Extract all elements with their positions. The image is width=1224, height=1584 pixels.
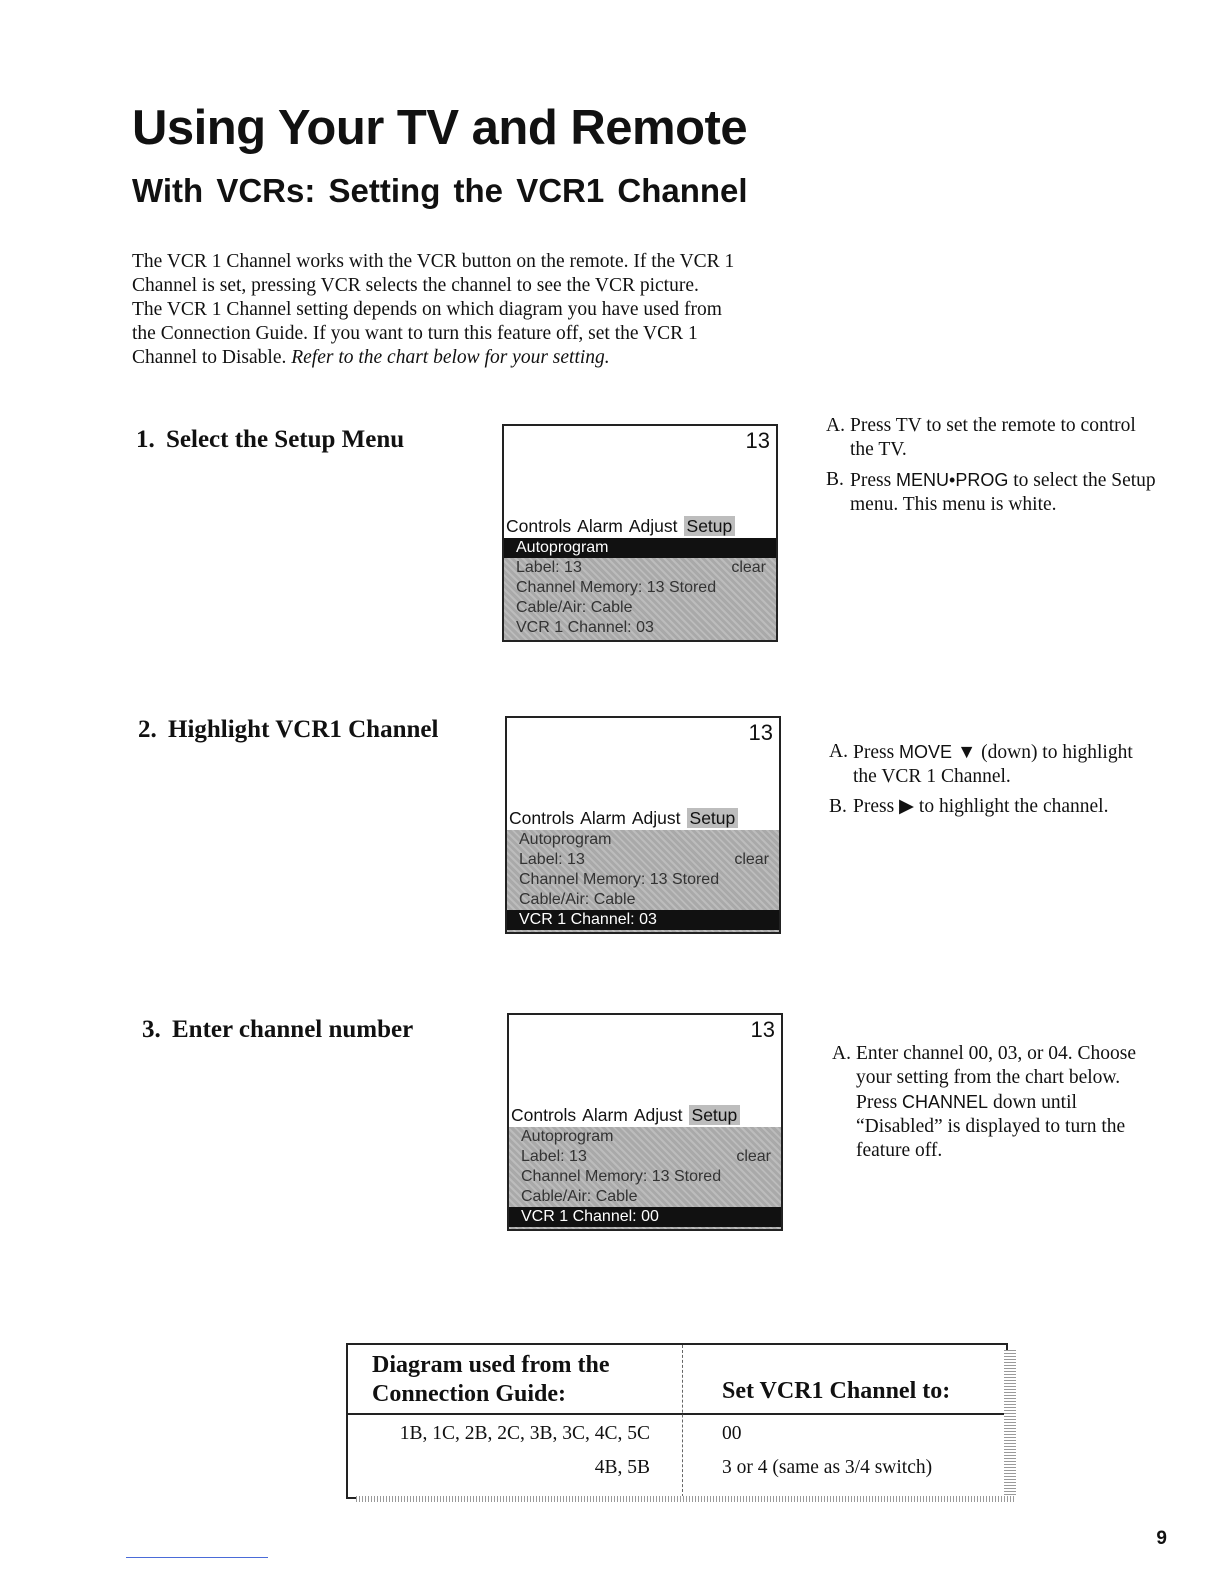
- step-1-heading: [136, 426, 404, 454]
- key-channel: CHANNEL: [902, 1092, 989, 1112]
- key-menu-prog: MENU•PROG: [896, 470, 1009, 490]
- setup-menu: [507, 830, 779, 932]
- menu-item-channel-memory: Channel Memory: 13 Stored: [516, 579, 717, 596]
- menu-item-label: Label: 13 clear: [521, 1148, 771, 1165]
- menu-bar: [511, 1105, 740, 1126]
- step-title: Enter channel number: [172, 1016, 414, 1043]
- tv-screen-step-2: [505, 716, 781, 934]
- menu-adjust: Adjust: [628, 516, 678, 536]
- table-cell-setting: 3 or 4 (same as 3/4 switch): [722, 1457, 933, 1478]
- table-divider: [348, 1413, 1006, 1415]
- step-title: Highlight VCR1 Channel: [168, 716, 439, 743]
- menu-item-vcr1-channel: VCR 1 Channel: 03: [516, 619, 654, 636]
- intro-line: Channel is set, pressing VCR selects the channel to see the VCR picture.: [132, 275, 699, 296]
- step-number: 3.: [142, 1016, 161, 1043]
- instruction-a: A. Press TV to set the remote to control the TV.: [826, 415, 1136, 460]
- menu-controls: Controls: [511, 1105, 577, 1125]
- instruction-a: A. Press MOVE ▼ (down) to highlight the VCR 1 Channel.: [829, 741, 1133, 787]
- tv-screen-step-1: [502, 424, 778, 642]
- channel-number: 13: [745, 428, 770, 453]
- step-title: Select the Setup Menu: [166, 426, 405, 453]
- channel-setting-table: [346, 1343, 1008, 1499]
- menu-item-autoprogram: Autoprogram: [504, 538, 776, 558]
- section-subtitle: With VCRs: Setting the VCR1 Channel: [132, 172, 748, 209]
- step-3-heading: [142, 1016, 413, 1044]
- menu-setup: Setup: [689, 1105, 741, 1125]
- menu-alarm: Alarm: [580, 808, 626, 828]
- tv-screen-step-3: [507, 1013, 783, 1231]
- intro-line: The VCR 1 Channel works with the VCR button on the remote. If the VCR 1: [132, 251, 735, 272]
- table-column-divider: [682, 1345, 683, 1497]
- channel-number: 13: [750, 1017, 775, 1042]
- step-number: 1.: [136, 426, 155, 453]
- setup-menu: [504, 538, 776, 640]
- menu-alarm: Alarm: [582, 1105, 628, 1125]
- instruction-b: B. Press MENU•PROG to select the Setup menu. This menu is white.: [826, 469, 1156, 515]
- menu-controls: Controls: [506, 516, 572, 536]
- table-shadow-bottom: [356, 1496, 1016, 1502]
- menu-bar: [509, 808, 738, 829]
- key-move: MOVE: [899, 742, 953, 762]
- menu-setup: Setup: [684, 516, 736, 536]
- page-number: 9: [1156, 1528, 1167, 1549]
- intro-last-italic: Refer to the chart below for your setting.: [291, 347, 610, 368]
- step-number: 2.: [138, 716, 157, 743]
- footer-rule: [126, 1557, 268, 1558]
- intro-line: the Connection Guide. If you want to turn this feature off, set the VCR 1: [132, 323, 698, 344]
- menu-item-vcr1-channel: VCR 1 Channel: 03: [507, 910, 779, 930]
- page-title: Using Your TV and Remote: [132, 101, 748, 155]
- step-3-instructions: [832, 1042, 1162, 1169]
- step-2-instructions: [829, 740, 1159, 825]
- table-header-setting: Set VCR1 Channel to:: [722, 1378, 951, 1404]
- menu-adjust: Adjust: [631, 808, 681, 828]
- table-cell-diagram: 1B, 1C, 2B, 2C, 3B, 3C, 4C, 5C: [399, 1423, 650, 1444]
- table-cell-diagram: 4B, 5B: [594, 1457, 650, 1478]
- menu-adjust: Adjust: [633, 1105, 683, 1125]
- setup-menu: [509, 1127, 781, 1229]
- menu-item-cable-air: Cable/Air: Cable: [516, 599, 633, 616]
- menu-item-autoprogram: Autoprogram: [521, 1128, 614, 1145]
- menu-item-channel-memory: Channel Memory: 13 Stored: [521, 1168, 722, 1185]
- intro-line: The VCR 1 Channel setting depends on which diagram you have used from: [132, 299, 722, 320]
- intro-paragraph: [132, 250, 832, 370]
- table-header-diagram: Diagram used from the Connection Guide:: [372, 1352, 610, 1407]
- menu-item-label: Label: 13 clear: [519, 851, 769, 868]
- table-shadow-right: [1004, 1350, 1016, 1498]
- instruction-a: A. Enter channel 00, 03, or 04. Choose your setting from the chart below. Press CHANNEL down until “Disabled” is displayed to turn the feature off.: [832, 1043, 1136, 1161]
- menu-controls: Controls: [509, 808, 575, 828]
- table-cell-setting: 00: [722, 1423, 742, 1444]
- menu-item-cable-air: Cable/Air: Cable: [521, 1188, 638, 1205]
- step-2-heading: [138, 716, 438, 744]
- step-1-instructions: [826, 414, 1156, 523]
- channel-number: 13: [748, 720, 773, 745]
- instruction-b: B. Press ▶ to highlight the channel.: [829, 796, 1109, 817]
- menu-item-cable-air: Cable/Air: Cable: [519, 891, 636, 908]
- menu-bar: [506, 516, 735, 537]
- menu-alarm: Alarm: [577, 516, 623, 536]
- intro-line: [132, 346, 832, 370]
- menu-item-autoprogram: Autoprogram: [519, 831, 612, 848]
- menu-item-vcr1-channel: VCR 1 Channel: 00: [509, 1207, 781, 1227]
- intro-last-plain: Channel to Disable.: [132, 347, 287, 368]
- menu-setup: Setup: [687, 808, 739, 828]
- menu-item-label: Label: 13 clear: [516, 559, 766, 576]
- menu-item-channel-memory: Channel Memory: 13 Stored: [519, 871, 720, 888]
